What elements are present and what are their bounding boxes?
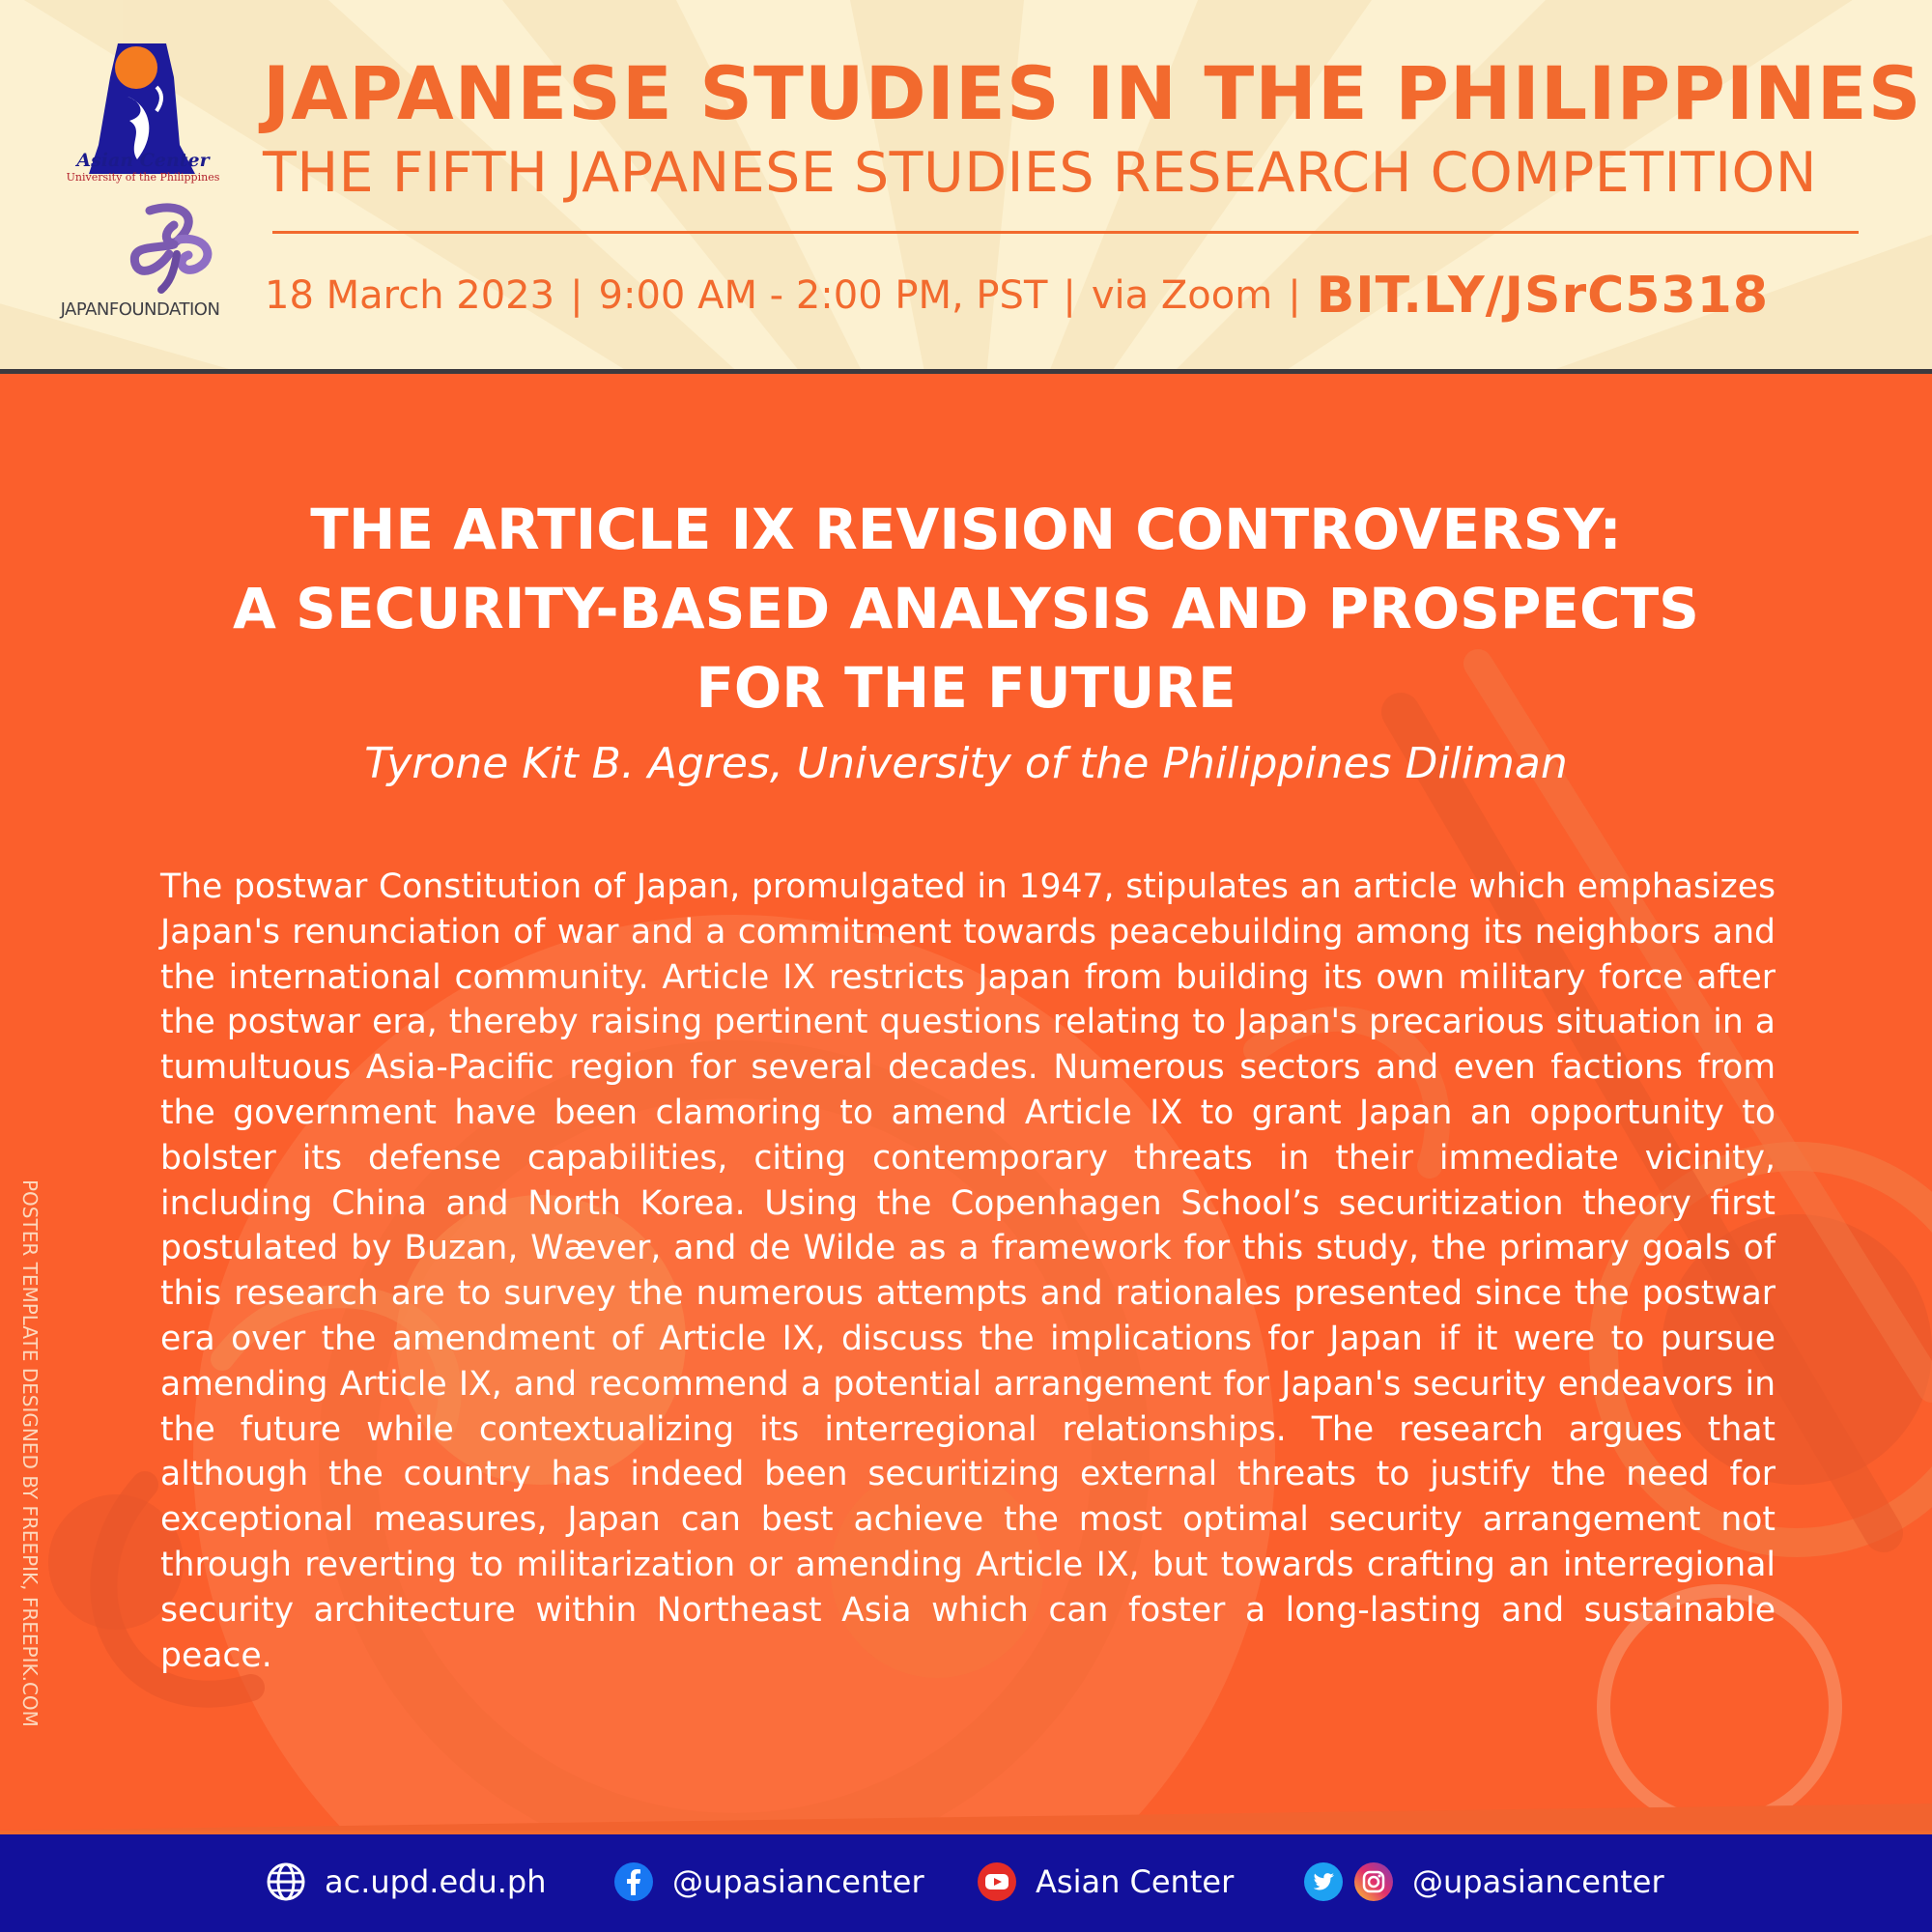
event-venue: via Zoom xyxy=(1091,273,1273,318)
article-title-line: THE ARTICLE IX REVISION CONTROVERSY: xyxy=(310,497,1622,562)
template-credit: POSTER TEMPLATE DESIGNED BY FREEPIK, FREEPIK.COM xyxy=(18,1179,42,1727)
footer xyxy=(0,1831,1932,1932)
article-title-line: A SECURITY-BASED ANALYSIS AND PROSPECTS xyxy=(233,576,1699,641)
event-details xyxy=(265,267,1769,325)
registration-link[interactable]: BIT.LY/JSrC5318 xyxy=(1316,267,1769,325)
footer-facebook[interactable] xyxy=(612,1854,924,1910)
footer-youtube[interactable] xyxy=(976,1854,1234,1910)
separator: | xyxy=(1063,273,1076,318)
instagram-icon xyxy=(1352,1861,1395,1903)
article-abstract: The postwar Constitution of Japan, promulgated in 1947, stipulates an article which emphasizes Japan's renunciation of war and a commitment towards peacebuilding among its neighbors and the international community. Article IX restricts Japan from building its own military force after the postwar era, thereby raising pertinent questions relating to Japan's precarious situation in a tumultuous Asia-Pacific region for several decades. Numerous sectors and even factions from the government have been clamoring to amend Article IX to grant Japan an opportunity to bolster its defense capabilities, citing contemporary threats in their immediate vicinity, including China and North Korea. Using the Copenhagen School’s securitization theory first postulated by Buzan, Wæver, and de Wilde as a framework for this study, the primary goals of this research are to survey the numerous attempts and rationales presented since the postwar era over the amendment of Article IX, discuss the implications for Japan if it were to pursue amending Article IX, and recommend a potential arrangement for Japan's security endeavors in the future while contextualizing its interregional relationships. The research argues that although the country has indeed been securitizing external threats to justify the need for exceptional measures, Japan can best achieve the most optimal security arrangement not through reverting to militarization or amending Article IX, but towards crafting an interregional security architecture within Northeast Asia which can foster a long-lasting and sustainable peace. xyxy=(160,867,1776,1675)
japan-foundation-logo-text: JAPANFOUNDATION xyxy=(60,299,220,320)
facebook-icon xyxy=(612,1861,655,1903)
website-label: ac.upd.edu.ph xyxy=(325,1863,547,1900)
asian-center-logo-text: Asian Center xyxy=(76,150,210,171)
separator: | xyxy=(1288,273,1301,318)
article-title-line: FOR THE FUTURE xyxy=(696,655,1236,721)
event-date: 18 March 2023 xyxy=(265,273,555,318)
header-divider xyxy=(272,231,1859,234)
asian-center-logo-subtext: University of the Philippines xyxy=(66,171,220,184)
footer-website[interactable] xyxy=(265,1854,547,1910)
instagram-twitter-handle: @upasiancenter xyxy=(1412,1863,1664,1900)
event-time: 9:00 AM - 2:00 PM, PST xyxy=(598,273,1048,318)
twitter-icon xyxy=(1302,1861,1345,1903)
footer-twitter-instagram[interactable] xyxy=(1302,1854,1664,1910)
main-content xyxy=(0,374,1932,1831)
header xyxy=(0,0,1932,369)
event-title: JAPANESE STUDIES IN THE PHILIPPINES xyxy=(263,50,1922,136)
globe-icon xyxy=(265,1861,307,1903)
event-subtitle: THE FIFTH JAPANESE STUDIES RESEARCH COMPETITION xyxy=(263,141,1818,205)
facebook-handle: @upasiancenter xyxy=(672,1863,924,1900)
separator: | xyxy=(570,273,583,318)
youtube-icon xyxy=(976,1861,1018,1903)
japan-foundation-logo xyxy=(121,201,227,298)
article-author: Tyrone Kit B. Agres, University of the Philippines Diliman xyxy=(364,739,1568,788)
article-title xyxy=(145,490,1787,727)
youtube-channel: Asian Center xyxy=(1036,1863,1235,1900)
